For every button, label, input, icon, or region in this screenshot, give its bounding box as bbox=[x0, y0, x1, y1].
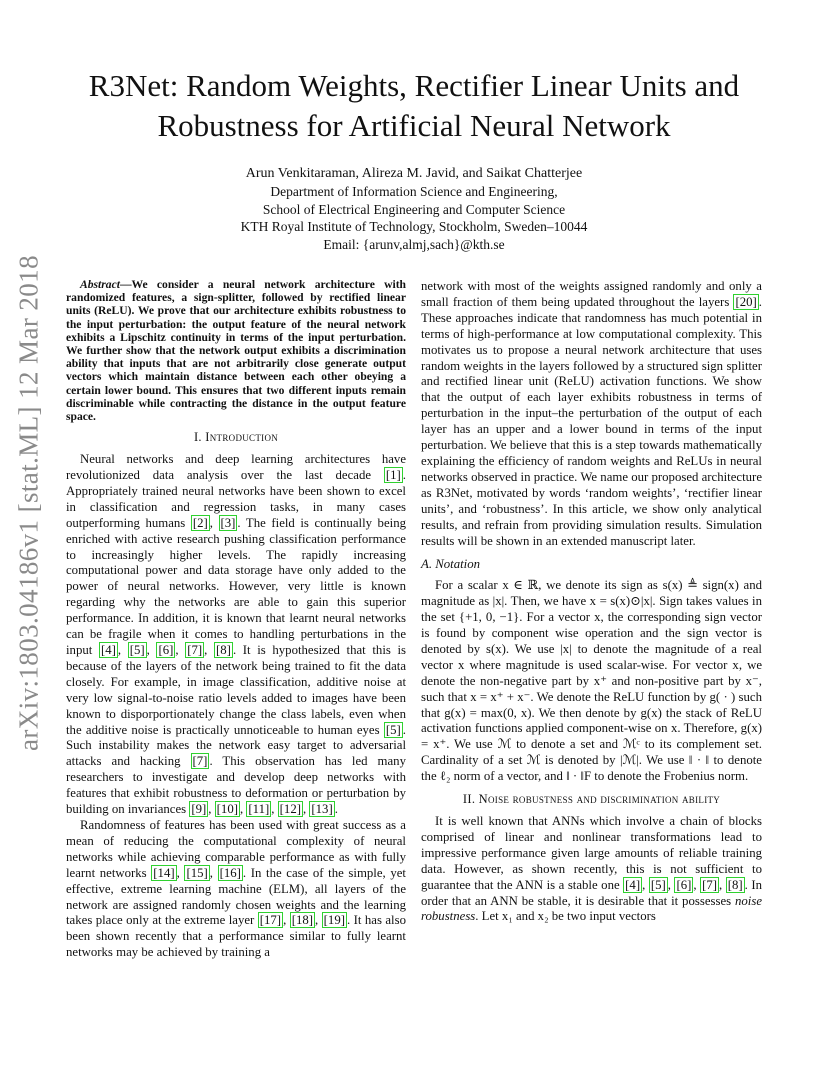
section-heading-noise-robustness: II. Noise robustness and discrimination ability bbox=[462, 792, 721, 807]
citation-link[interactable]: [12] bbox=[279, 802, 301, 817]
title-line-2: Robustness for Artificial Neural Network bbox=[157, 108, 671, 143]
left-column bbox=[66, 278, 406, 961]
citation-link[interactable]: [4] bbox=[625, 877, 641, 892]
citation-link[interactable]: [3] bbox=[220, 515, 236, 530]
citation-link[interactable]: [6] bbox=[158, 643, 174, 658]
author-department: Department of Information Science and Engineering, bbox=[270, 184, 558, 200]
citation-link[interactable]: [1] bbox=[385, 468, 401, 483]
citation-link[interactable]: [7] bbox=[702, 877, 718, 892]
citation-link[interactable]: [8] bbox=[727, 877, 743, 892]
citation-link[interactable]: [7] bbox=[192, 754, 208, 769]
paper-title bbox=[0, 66, 828, 146]
citation-link[interactable]: [11] bbox=[248, 802, 270, 817]
intro-paragraph-2: Randomness of features has been used with great success as a mean of reducing the computational complexity of neural networks while achieving comparable performance as with fully learnt networks [14] , [15] , [16] . In the case of the simple, yet effective, extreme learning machine (ELM), all layers of the network are assigned randomly chosen weights and the learning takes place only at the extreme layer [17] , [18] , [19] . It has also been shown recently that a performance similar to fully learnt networks may be achieved by training a bbox=[66, 817, 406, 960]
arxiv-sidebar bbox=[6, 255, 52, 751]
citation-link[interactable]: [13] bbox=[311, 802, 333, 817]
citation-link[interactable]: [16] bbox=[219, 865, 241, 880]
citation-link[interactable]: [5] bbox=[385, 722, 401, 737]
noise-paragraph: It is well known that ANNs which involve a chain of blocks comprised of linear and nonlinear transformations lead to impressive performance given large amounts of reliable training data. However, as shown recently, this is not sufficient to guarantee that the ANN is a stable one [4] , [5] , [6] , [7] , [8] . In order that an ANN be stable, it is desirable that it possesses noise robustness. Let x₁ and x₂ be two input vectors bbox=[421, 814, 763, 924]
citation-link[interactable]: [18] bbox=[291, 913, 314, 928]
citation-link[interactable]: [4] bbox=[100, 643, 116, 658]
author-block bbox=[0, 165, 828, 253]
citation-link[interactable]: [10] bbox=[216, 802, 238, 817]
citation-link[interactable]: [19] bbox=[323, 913, 345, 928]
intro-paragraph-1: Neural networks and deep learning architectures have revolutionized data analysis over the last decade [1] . Appropriately trained neural networks have been shown to excel in classification and regression tasks, in many cases outperforming humans [2] , [3] . The field is continually being enriched with active research pushing classification performance to increasingly higher levels. The rapidly increasing computational power and data storage have only added to the power of neural networks. However, very little is known regarding why the networks are able to gain this superior performance. In addition, it is known that learnt neural networks can be fragile when it comes to handling perturbations in the input [4] , [5] , [6] , [7] , [8] . It is hypothesized that this is because of the layers of the network being trained to fit the data closely. For example, in image classification, additive noise at very low signal-to-noise ratio levels added to images have been known to disporportionately change the class labels, even when the additive noise is practically unnoticeable to human eyes [5] . Such instability makes the network easy target to adversarial attacks and hacking [7] . This observation has led many researchers to investigate and develop deep networks with features that exhibit robustness to deformation or perturbation by building on invariances [9] , [10] , [11] , [12] , [13] . bbox=[66, 452, 407, 817]
author-names: Arun Venkitaraman, Alireza M. Javid, and Saikat Chatterjee bbox=[245, 166, 583, 181]
citation-link[interactable]: [15] bbox=[186, 865, 208, 880]
citation-link[interactable]: [8] bbox=[216, 643, 231, 658]
intro-paragraph-continued: network with most of the weights assigned randomly and only a small fraction of them being updated throughout the layers [20] . These approaches indicate that randomness has much potential in terms of high-performance at low computational complexity. This motivates us to propose a neural network architecture that uses random weights in the layers followed by a structured sign splitter and rectified linear unit (ReLU) activation functions. We show that the output of each layer exhibits robustness in terms of perturbation in the input–the perturbation of the output of each layer has an upper and a lower bound in terms of the input perturbation. We believe that this is a step towards mathematically explaining the efficiency of random weights and ReLUs in neural networks observed in practice. We name our proposed architecture as R3Net, motivated by words ‘random weights’, ‘rectifier linear units’, and ‘robustness’. In this article, we show only analytical results, and refrain from providing simulation results. Simulation results will be shown in an extended manuscript later. bbox=[421, 279, 762, 548]
section-heading-introduction: I. Introduction bbox=[193, 430, 279, 445]
citation-link[interactable]: [5] bbox=[650, 877, 666, 892]
author-institute: KTH Royal Institute of Technology, Stockholm, Sweden–10044 bbox=[240, 219, 588, 235]
subsection-heading-notation: A. Notation bbox=[421, 557, 481, 572]
citation-link[interactable]: [14] bbox=[153, 865, 175, 880]
abstract-label: Abstract bbox=[80, 278, 120, 291]
right-column bbox=[421, 279, 762, 925]
abstract-text: —We consider a neural network architecture with randomized features, a sign-splitter, followed by rectified linear units (ReLU). We prove that our architecture exhibits robustness to the input perturbation: the output feature of the neural network exhibits a Lipschitz continuity in terms of the input perturbation. We further show that the network output exhibits a discrimination ability that inputs that are not arbitrarily close generate output vectors which maintain distance between each other obeying a certain lower bound. This ensures that two different inputs remain discriminable while contracting the distance in the output feature space. bbox=[66, 278, 406, 424]
emphasis-noise-robustness: noise robustness bbox=[421, 893, 762, 924]
citation-link[interactable]: [6] bbox=[676, 877, 692, 892]
citation-link[interactable]: [20] bbox=[735, 294, 757, 309]
author-school: School of Electrical Engineering and Computer Science bbox=[262, 201, 566, 217]
citation-link[interactable]: [5] bbox=[129, 643, 145, 658]
title-line-1: R3Net: Random Weights, Rectifier Linear Units and bbox=[88, 68, 740, 103]
citation-link[interactable]: [2] bbox=[192, 515, 208, 530]
author-email: Email: {arunv,almj,sach}@kth.se bbox=[323, 236, 505, 252]
notation-paragraph: For a scalar x ∈ ℝ, we denote its sign as s(x) ≜ sign(x) and magnitude as |x|. Then, we have x = s(x)⊙|x|. Sign takes values in the set {+1, 0, −1}. For a vector x, the corresponding sign vector is found by component wise operation and the sign vector is denoted by s(x). We use |x| to denote the magnitude of a real vector x where magnitude is used scalar-wise. For vector x, we denote the non-negative part by x⁺ and non-positive part by x⁻, such that x = x⁺ + x⁻. We denote the ReLU function by g( · ) such that g(x) = max(0, x). We then denote by g(x) the stack of ReLU activation functions applied component-wise on x. Therefore, g(x) = x⁺. We use ℳ to denote a set and ℳᶜ to its complement set. Cardinality of a set ℳ is denoted by |ℳ|. We use ‖ · ‖ to denote the ℓ₂ norm of a vector, and ‖ · ‖F to denote the Frobenius norm. bbox=[421, 578, 762, 784]
arxiv-identifier: arXiv:1803.04186v1 [stat.ML] 12 Mar 2018 bbox=[13, 255, 44, 751]
citation-link[interactable]: [17] bbox=[259, 913, 282, 928]
citation-link[interactable]: [9] bbox=[191, 802, 207, 817]
abstract bbox=[66, 278, 406, 423]
citation-link[interactable]: [7] bbox=[187, 643, 203, 658]
